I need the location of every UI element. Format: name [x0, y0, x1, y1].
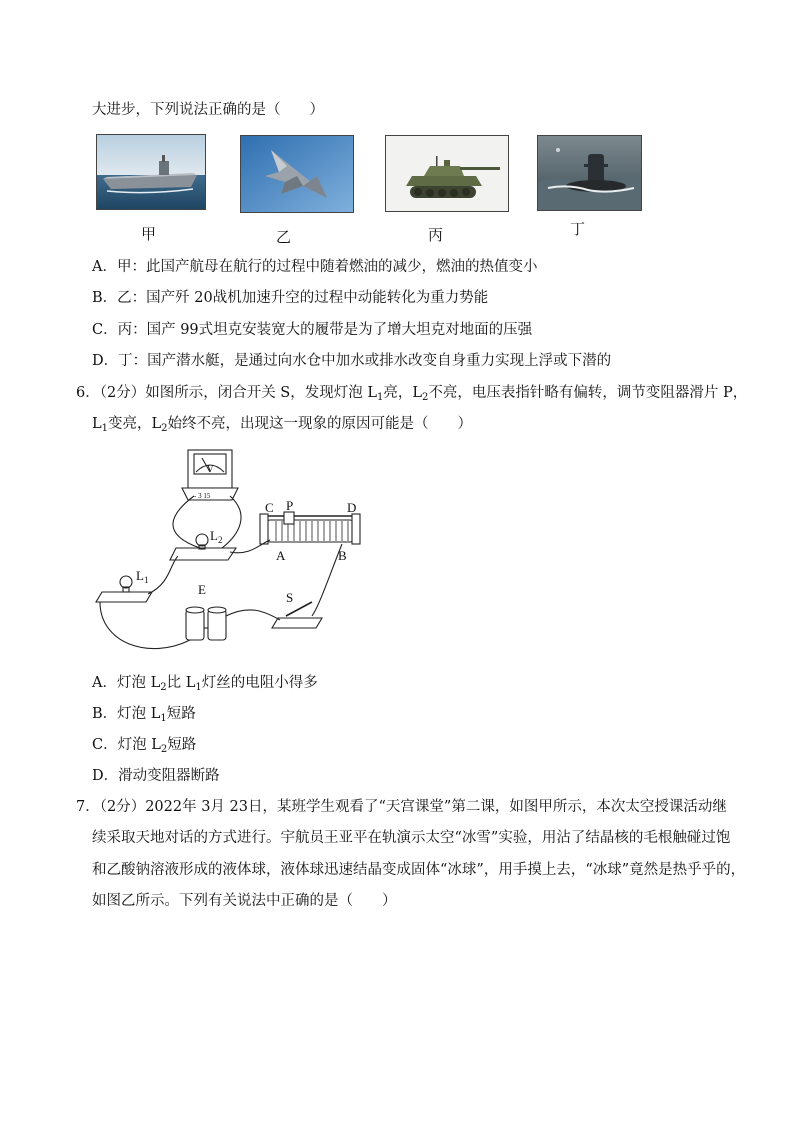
voltmeter-terminal-label: - 3 15 — [194, 492, 211, 500]
q6-option-c: C．灯泡 $L_2$短路 — [92, 737, 197, 755]
q5-option-b: B．乙：国产歼 20战机加速升空的过程中动能转化为重力势能 — [92, 290, 489, 306]
caption-ding: 丁 — [570, 220, 586, 238]
q6-stem-line1: 6．（2分）如图所示，闭合开关 S，发现灯泡 $L_1$亮，$L_2$不亮，电压表指针略有偏转，调节变阻器滑片 P， — [76, 385, 748, 403]
q7-stem-line4: 如图乙所示。下列有关说法中正确的是（ ） — [92, 893, 397, 909]
caption-yi: 乙 — [276, 228, 292, 246]
q6-option-a: A．灯泡 $L_2$比 $L_1$灯丝的电阻小得多 — [92, 675, 318, 693]
tank-photo — [385, 135, 509, 212]
terminal-d-label: D — [347, 500, 357, 515]
q5-stem-tail: 大进步，下列说法正确的是（ ） — [92, 102, 324, 118]
slider-p-label: P — [286, 498, 294, 513]
terminal-a-label: A — [276, 548, 286, 563]
q6-stem-line2: $L_1$变亮，$L_2$始终不亮，出现这一现象的原因可能是（ ） — [92, 416, 473, 434]
q5-option-d: D．丁：国产潜水艇，是通过向水仓中加水或排水改变自身重力实现上浮或下潜的 — [92, 353, 612, 369]
q7-stem-line3: 和乙酸钠溶液形成的液体球，液体球迅速结晶变成固体“冰球”，用手摸上去，“冰球”竟然是热乎乎的， — [92, 862, 746, 878]
switch-s-label: S — [286, 590, 294, 605]
terminal-c-label: C — [265, 500, 274, 515]
q6-option-d: D．滑动变阻器断路 — [92, 768, 220, 784]
voltmeter-label: V — [207, 464, 214, 474]
battery-e-label: E — [198, 582, 206, 597]
submarine-photo — [537, 135, 642, 211]
terminal-b-label: B — [338, 548, 347, 563]
q7-stem-line2: 续采取天地对话的方式进行。宇航员王亚平在轨演示太空“冰雪”实验，用沾了结晶核的毛根触碰过饱 — [92, 830, 731, 846]
q7-stem-line1: 7．（2分）2022年 3月 23日，某班学生观看了“天宫课堂”第二课，如图甲所示，本次太空授课活动继 — [76, 799, 727, 815]
lamp-l1-label: $L_1$ — [136, 568, 149, 585]
caption-jia: 甲 — [141, 225, 157, 243]
q6-option-b: B．灯泡 $L_1$短路 — [92, 706, 196, 724]
fighter-jet-photo — [240, 135, 354, 213]
aircraft-carrier-photo — [96, 134, 206, 210]
circuit-diagram — [90, 444, 380, 660]
lamp-l2-label: $L_2$ — [210, 528, 223, 545]
q5-option-a: A．甲：此国产航母在航行的过程中随着燃油的减少，燃油的热值变小 — [92, 259, 538, 275]
q5-option-c: C．丙：国产 99式坦克安装宽大的履带是为了增大坦克对地面的压强 — [92, 322, 533, 338]
caption-bing: 丙 — [428, 226, 444, 244]
